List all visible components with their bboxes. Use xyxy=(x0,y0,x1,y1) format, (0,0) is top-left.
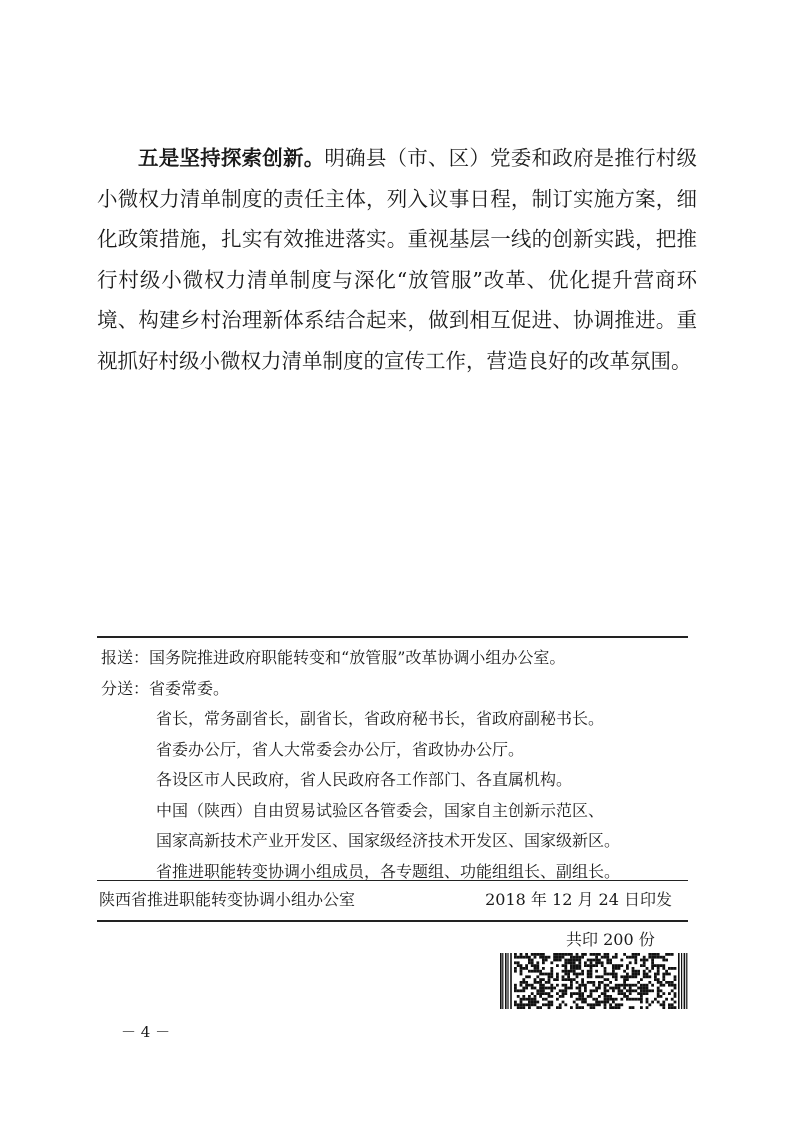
issuer-row xyxy=(99,887,684,913)
paragraph-text: 明确县（市、区）党委和政府是推行村级小微权力清单制度的责任主体，列入议事日程，制订实施方案，细化政策措施，扎实有效推进落实。重视基层一线的创新实践，把推行村级小微权力清单制度与深化“放管服”改革、优化提升营商环境、构建乡村治理新体系结合起来，做到相互促进、协调推进。重视抓好村级小微权力清单制度的宣传工作，营造良好的改革氛围。 xyxy=(97,146,698,373)
body-paragraph xyxy=(97,138,697,381)
copy-row xyxy=(101,674,691,705)
middle-rule xyxy=(97,880,688,881)
issue-date: 2018 年 12 月 24 日印发 xyxy=(485,890,672,909)
copy-line: 国家高新技术产业开发区、国家级经济技术开发区、国家级新区。 xyxy=(156,831,621,850)
issuer-name: 陕西省推进职能转变协调小组办公室 xyxy=(99,890,356,909)
report-row xyxy=(101,643,691,674)
copy-label: 分送： xyxy=(101,678,150,698)
copy-line: 省推进职能转变协调小组成员，各专题组、功能组组长、副组长。 xyxy=(156,861,621,881)
report-label: 报送： xyxy=(101,648,150,667)
bottom-rule xyxy=(97,920,688,922)
paragraph-lead: 五是坚持探索创新。 xyxy=(138,146,325,170)
barcode-image xyxy=(500,953,688,1009)
print-count: 共印 200 份 xyxy=(566,930,655,949)
copy-line: 省长，常务副省长，副省长，省政府秘书长，省政府副秘书长。 xyxy=(156,709,605,728)
page-number: － 4 － xyxy=(121,1023,171,1041)
top-rule xyxy=(97,636,688,638)
distribution-block xyxy=(101,643,691,887)
copy-line: 中国（陕西）自由贸易试验区各管委会，国家自主创新示范区、 xyxy=(156,800,605,820)
copy-line: 省委常委。 xyxy=(149,678,230,698)
copy-line: 省委办公厅，省人大常委会办公厅，省政协办公厅。 xyxy=(156,739,525,759)
copy-line: 各设区市人民政府，省人民政府各工作部门、各直属机构。 xyxy=(156,770,573,789)
report-recipients: 国务院推进政府职能转变和“放管服”改革协调小组办公室。 xyxy=(149,648,566,667)
